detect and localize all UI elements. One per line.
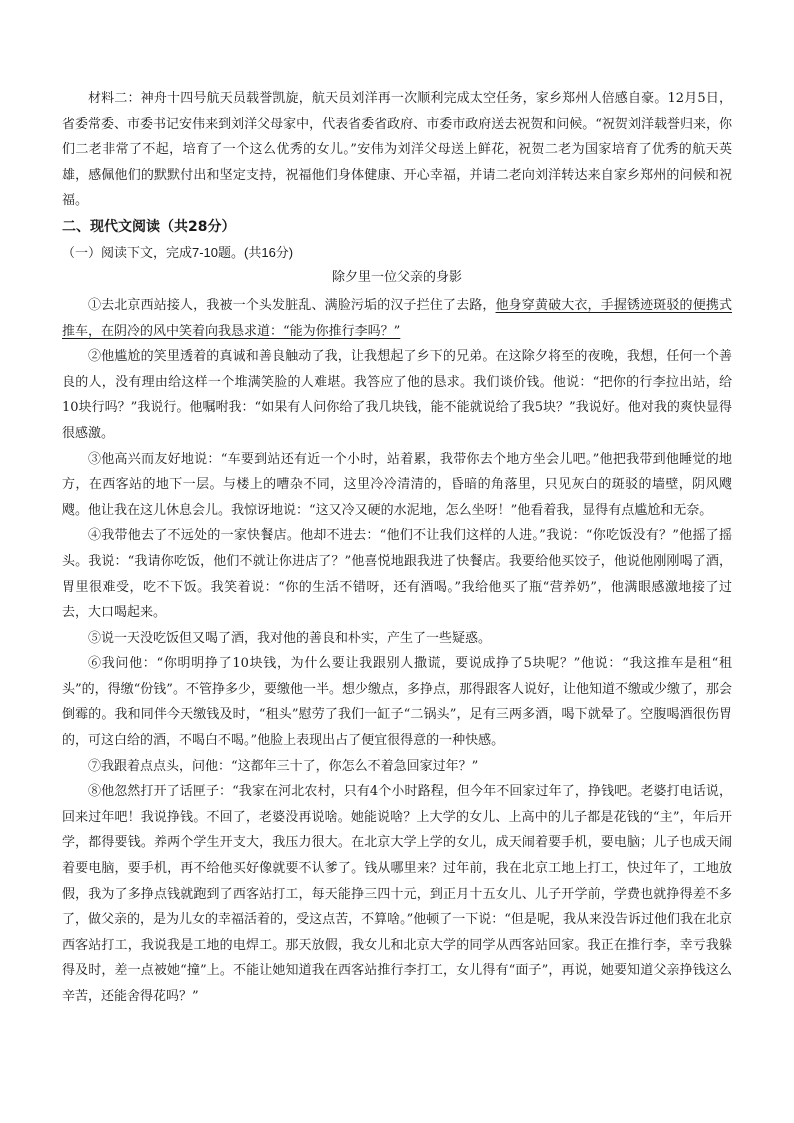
subsection-heading: （一）阅读下文，完成7-10题。(共16分) — [62, 244, 294, 260]
section-heading: 二、现代文阅读（共28分） — [62, 218, 236, 235]
paragraph-6: ⑥我问他：“你明明挣了10块钱，为什么要让我跟别人撒谎，要说成挣了5块呢？”他说：“我这推车是租“租头”的，得缴“份钱”。不管挣多少，要缴他一半。想少缴点，多挣点，那得跟客人说好，让他知道不缴或少缴了，那会倒霉的。我和同伴今天缴钱及时，“租头”慰劳了我们一缸子“二锅头”，足有三两多酒，喝下就晕了。空腹喝酒很伤胃的，可这白给的酒，不喝白不喝。”他脸上表现出占了便宜很得意的一种快感。 — [62, 656, 732, 749]
paragraph-2: ②他尴尬的笑里透着的真诚和善良触动了我，让我想起了乡下的兄弟。在这除夕将至的夜晚，我想，任何一个善良的人，没有理由给这样一个堆满笑脸的人难堪。我答应了他的恳求。我们谈价钱。他说：“把你的行李拉出站，给10块行吗？”我说行。他嘱咐我：“如果有人问你给了我几块钱，能不能就说给了我5块？”我说好。他对我的爽快显得很感激。 — [62, 349, 732, 441]
underlined-sentence: 他身穿黄破大衣，手握锈迹斑驳的便携式推车，在阴冷的风中笑着向我恳求道：“能为你推行李吗？” — [62, 297, 732, 339]
paragraph-4: ④我带他去了不远处的一家快餐店。他却不进去：“他们不让我们这样的人进。”我说：“你吃饭没有？”他摇了摇头。我说：“我请你吃饭，他们不就让你进店了？”他喜悦地跟我进了快餐店。我要给他买饺子，他说他刚刚喝了酒，胃里很难受，吃不下饭。我笑着说：“你的生活不错呀，还有酒喝。”我给他买了瓶“营养奶”，他满眼感激地接了过去，大口喝起来。 — [62, 528, 732, 621]
paragraph-3: ③他高兴而友好地说：“车要到站还有近一个小时，站着累，我带你去个地方坐会儿吧。”他把我带到他睡觉的地方，在西客站的地下一层。与楼上的嘈杂不同，这里冷冷清清的，昏暗的角落里，只见灰白的斑驳的墙壁，阴风飕飕。他让我在这儿休息会儿。我惊讶地说：“这又冷又硬的水泥地，怎么坐呀！”他看着我，显得有点尴尬和无奈。 — [62, 451, 732, 518]
paragraph-1-text: ①去北京西站接人，我被一个头发脏乱、满脸污垢的汉子拦住了去路， — [88, 297, 496, 313]
paragraph-5: ⑤说一天没吃饭但又喝了酒，我对他的善良和朴实，产生了一些疑惑。 — [88, 630, 492, 646]
paragraph-1 — [62, 293, 732, 344]
material-2-paragraph: 材料二：神舟十四号航天员载誉凯旋，航天员刘洋再一次顺利完成太空任务，家乡郑州人倍感自豪。12月5日，省委常委、市委书记安伟来到刘洋父母家中，代表省委省政府、市委市政府送去祝贺和问候。“祝贺刘洋载誉归来，你们二老非常了不起，培育了一个这么优秀的女儿。”安伟为刘洋父母送上鲜花，祝贺二老为国家培育了优秀的航天英雄，感佩他们的默默付出和坚定支持，祝福他们身体健康、开心幸福，并请二老向刘洋转达来自家乡郑州的问候和祝福。 — [62, 91, 732, 209]
article-title: 除夕里一位父亲的身影 — [331, 269, 462, 285]
paragraph-7: ⑦我跟着点点头，问他：“这都年三十了，你怎么不着急回家过年？” — [88, 758, 479, 774]
paragraph-8: ⑧他忽然打开了话匣子：“我家在河北农村，只有4个小时路程，但今年不回家过年了，挣钱吧。老婆打电话说，回来过年吧！我说挣钱。不回了，老婆没再说啥。她能说啥？上大学的女儿、上高中的儿子都是花钱的“主”，年后开学，都得要钱。养两个学生开支大，我压力很大。在北京大学上学的女儿，成天闹着要手机，要电脑；儿子也成天闹着要电脑，要手机，再不给他买好像就要不认爹了。钱从哪里来？过年前，我在北京工地上打工，快过年了，工地放假，我为了多挣点钱就跑到了西客站打工，每天能挣三四十元，到正月十五女儿、儿子开学前，学费也就挣得差不多了，做父亲的，是为儿女的幸福活着的，受这点苦，不算啥。”他顿了一下说：“但是呢，我从来没告诉过他们我在北京西客站打工，我说我是工地的电焊工。那天放假，我女儿和北京大学的同学从西客站回家。我正在推行李，幸亏我躲得及时，差一点被她“撞”上。不能让她知道我在西客站推行李打工，女儿得有“面子”，再说，她要知道父亲挣钱这么辛苦，还能舍得花吗？” — [62, 784, 732, 1004]
